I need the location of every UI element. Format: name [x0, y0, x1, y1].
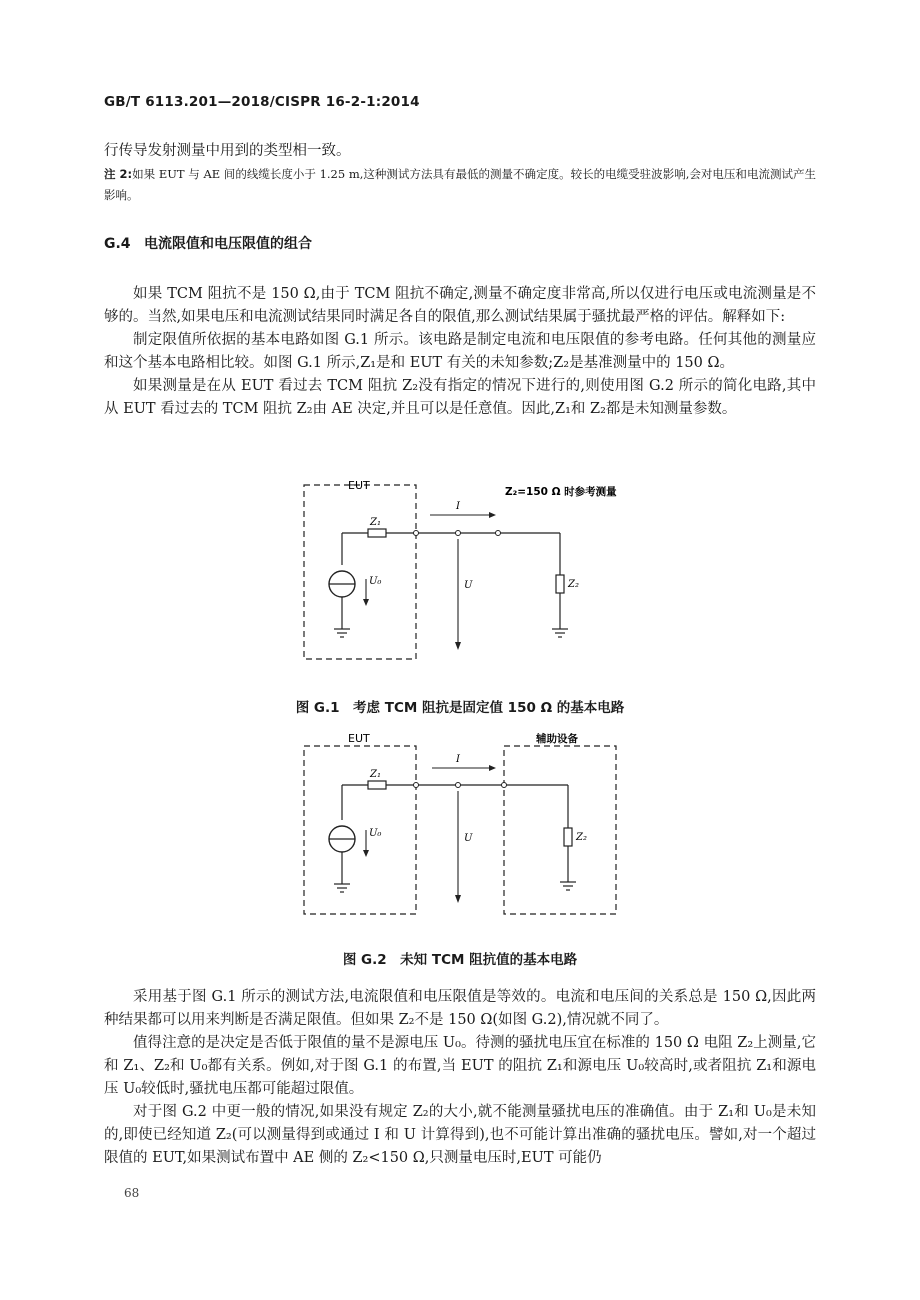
current-label: I	[456, 754, 460, 765]
u0-label: U₀	[369, 828, 382, 839]
section-title: 电流限值和电压限值的组合	[144, 236, 312, 252]
eut-label: EUT	[348, 479, 370, 492]
z1-resistor	[368, 529, 386, 537]
z2-resistor	[556, 575, 564, 593]
reference-note: Z₂=150 Ω 时参考测量	[505, 486, 617, 498]
z1-label: Z₁	[370, 517, 381, 528]
note-2	[104, 164, 816, 206]
voltage-label: U	[464, 833, 473, 844]
paragraph: 对于图 G.2 中更一般的情况,如果没有规定 Z₂的大小,就不能测量骚扰电压的准确值。由于 Z₁和 U₀是未知的,即使已经知道 Z₂(可以测量得到或通过 I 和 U 计算得到),也不可能计算出准确的骚扰电压。譬如,对一个超过限值的 EUT,如果测试布置中 AE 侧的 Z₂<150 Ω,只测量电压时,EUT 可能仍	[104, 1104, 816, 1166]
ae-boundary	[504, 746, 616, 914]
ae-label: 辅助设备	[536, 733, 578, 745]
paragraphs-a	[104, 283, 816, 421]
figure-g2-caption: 图 G.2 未知 TCM 阻抗值的基本电路	[342, 952, 578, 968]
page-number: 68	[124, 1186, 140, 1200]
u0-label: U₀	[369, 576, 382, 587]
section-number: G.4	[104, 236, 131, 252]
section-heading	[104, 233, 312, 253]
paragraph: 制定限值所依据的基本电路如图 G.1 所示。该电路是制定电流和电压限值的参考电路。任何其他的测量应和这个基本电路相比较。如图 G.1 所示,Z₁是和 EUT 有关的未知参数;Z₂是基准测量中的 150 Ω。	[104, 332, 816, 371]
z2-label: Z₂	[568, 579, 579, 590]
figure-g2	[290, 730, 650, 930]
z2-label: Z₂	[576, 832, 587, 843]
paragraph: 如果 TCM 阻抗不是 150 Ω,由于 TCM 阻抗不确定,测量不确定度非常高,所以仅进行电压或电流测量是不够的。当然,如果电压和电流测试结果同时满足各自的限值,那么测试结果属于骚扰最严格的评估。解释如下:	[104, 286, 816, 325]
z1-label: Z₁	[370, 769, 381, 780]
voltage-label: U	[464, 580, 473, 591]
note-text: 如果 EUT 与 AE 间的线缆长度小于 1.25 m,这种测试方法具有最低的测量不确定度。较长的电缆受驻波影响,会对电压和电流测试产生影响。	[104, 167, 816, 202]
paragraph: 采用基于图 G.1 所示的测试方法,电流限值和电压限值是等效的。电流和电压间的关系总是 150 Ω,因此两种结果都可以用来判断是否满足限值。但如果 Z₂不是 150 Ω(如图 G.2),情况就不同了。	[104, 989, 816, 1028]
eut-boundary	[304, 746, 416, 914]
paragraphs-b	[104, 986, 816, 1170]
top-paragraph-block	[104, 140, 816, 163]
circuit-diagram-g1	[290, 475, 650, 675]
z1-resistor	[368, 781, 386, 789]
figure-g1-caption: 图 G.1 考虑 TCM 阻抗是固定值 150 Ω 的基本电路	[295, 700, 625, 716]
top-paragraph: 行传导发射测量中用到的类型相一致。	[104, 143, 351, 159]
eut-boundary	[304, 485, 416, 659]
current-label: I	[456, 501, 460, 512]
paragraph: 如果测量是在从 EUT 看过去 TCM 阻抗 Z₂没有指定的情况下进行的,则使用图 G.2 所示的简化电路,其中从 EUT 看过去的 TCM 阻抗 Z₂由 AE 决定,并且可以是任意值。因此,Z₁和 Z₂都是未知测量参数。	[104, 378, 816, 417]
z2-resistor	[564, 828, 572, 846]
standard-header: GB/T 6113.201—2018/CISPR 16-2-1:2014	[104, 94, 420, 110]
note-label: 注 2:	[104, 167, 133, 181]
circuit-diagram-g2	[290, 730, 650, 930]
paragraph: 值得注意的是决定是否低于限值的量不是源电压 U₀。待测的骚扰电压宜在标准的 150 Ω 电阻 Z₂上测量,它和 Z₁、Z₂和 U₀都有关系。例如,对于图 G.1 的布置,当 EUT 的阻抗 Z₁和源电压 U₀较高时,或者阻抗 Z₁和源电压 U₀较低时,骚扰电压都可能超过限值。	[104, 1035, 816, 1097]
eut-label: EUT	[348, 732, 370, 745]
figure-g1	[290, 475, 650, 675]
